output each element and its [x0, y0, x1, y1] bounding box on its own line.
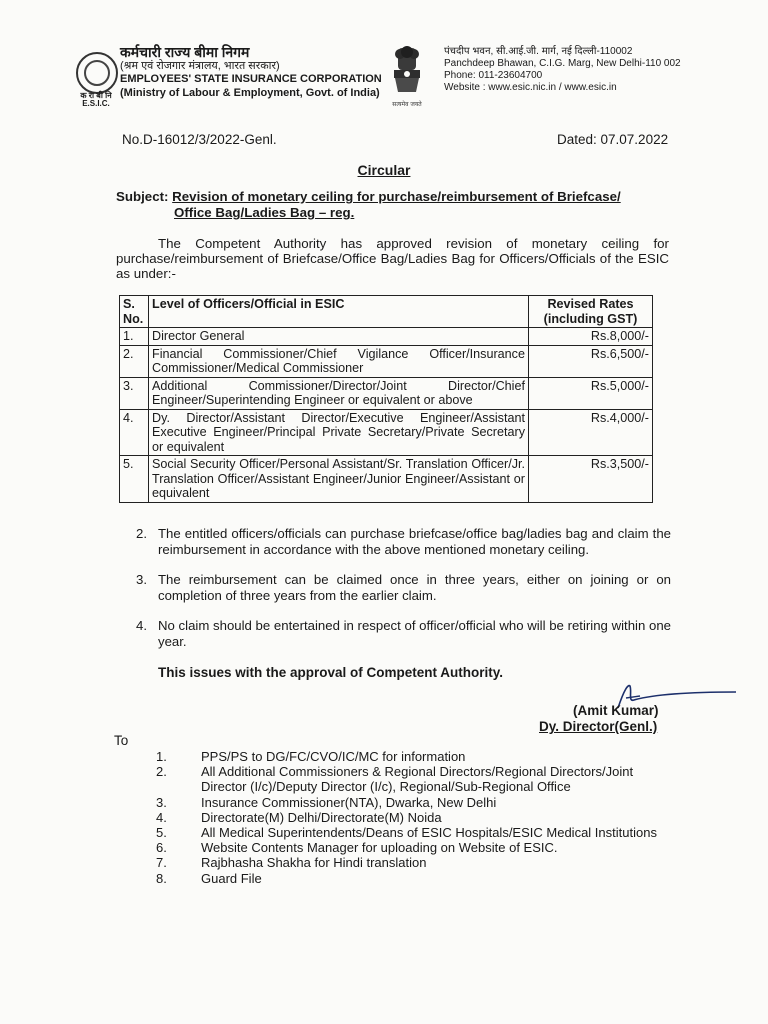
- list-number: 7.: [156, 855, 167, 871]
- rates-table: [119, 295, 653, 503]
- logo-caption-english: E.S.I.C.: [82, 99, 110, 108]
- reference-number: No.D-16012/3/2022-Genl.: [122, 132, 277, 147]
- date: Dated: 07.07.2022: [557, 132, 669, 147]
- website: Website : www.esic.nic.in / www.esic.in: [444, 82, 617, 93]
- row-rate: Rs.6,500/-: [529, 345, 653, 377]
- signatory-name: (Amit Kumar): [573, 703, 659, 718]
- header-sno: S. No.: [120, 296, 149, 328]
- list-text: Guard File: [201, 870, 262, 886]
- paragraph-2: [136, 526, 671, 558]
- table-row: [120, 328, 653, 346]
- list-text: Insurance Commissioner(NTA), Dwarka, New Delhi: [201, 794, 497, 810]
- header-rate: Revised Rates (including GST): [529, 296, 653, 328]
- row-rate: Rs.4,000/-: [529, 409, 653, 456]
- paragraph-text: The reimbursement can be claimed once in three years, either on joining or on completion of three years from the earlier claim.: [158, 572, 671, 603]
- paragraph-number: 3.: [136, 572, 147, 587]
- org-ministry: (Ministry of Labour & Employment, Govt. of India): [120, 86, 380, 99]
- list-text: Rajbhasha Shakha for Hindi translation: [201, 855, 427, 871]
- table-row: [120, 377, 653, 409]
- list-item: [156, 840, 681, 855]
- paragraph-3: [136, 572, 671, 604]
- row-level: Social Security Officer/Personal Assistant/Sr. Translation Officer/Jr. Translation Officer/Assistant Engineer/Junior Engineer/Assistant or equivalent: [149, 456, 529, 503]
- emblem-caption: सत्यमेव जयते: [392, 101, 422, 108]
- row-sno: 1.: [120, 328, 149, 346]
- list-number: 3.: [156, 794, 167, 810]
- list-item: [156, 825, 681, 840]
- list-text: Directorate(M) Delhi/Directorate(M) Noida: [201, 809, 442, 825]
- row-level: Financial Commissioner/Chief Vigilance Officer/Insurance Commissioner/Medical Commissioner: [149, 345, 529, 377]
- national-emblem-icon: [386, 44, 428, 114]
- row-level: Dy. Director/Assistant Director/Executive Engineer/Assistant Executive Engineer/Principal Private Secretary/Private Secretary or equivalent: [149, 409, 529, 456]
- circular-title: Circular: [357, 162, 411, 178]
- list-number: 2.: [156, 764, 167, 780]
- list-number: 6.: [156, 840, 167, 856]
- list-number: 5.: [156, 825, 167, 841]
- paragraph-4: [136, 618, 671, 650]
- list-item: [156, 810, 681, 825]
- row-rate: Rs.8,000/-: [529, 328, 653, 346]
- to-label: To: [114, 733, 129, 748]
- org-hindi-ministry: (श्रम एवं रोजगार मंत्रालय, भारत सरकार): [120, 59, 280, 72]
- list-text: Website Contents Manager for uploading on Website of ESIC.: [201, 840, 558, 856]
- logo-caption-hindi: क रा बी नि: [80, 91, 112, 100]
- list-text: PPS/PS to DG/FC/CVO/IC/MC for information: [201, 749, 466, 764]
- list-text: All Additional Commissioners & Regional Directors/Regional Directors/Joint Director (I/c)/Deputy Director (I/c), Regional/Sub-Regional Office: [201, 764, 634, 795]
- paragraph-text: The entitled officers/officials can purchase briefcase/office bag/ladies bag and claim the reimbursement in accordance with the above mentioned monetary ceiling.: [158, 526, 671, 557]
- list-item: [156, 764, 681, 794]
- row-level: Director General: [149, 328, 529, 346]
- row-rate: Rs.3,500/-: [529, 456, 653, 503]
- distribution-list: [156, 749, 681, 886]
- esic-logo: [76, 52, 118, 94]
- signatory-designation: Dy. Director(Genl.): [539, 719, 658, 734]
- row-sno: 5.: [120, 456, 149, 503]
- paragraph-number: 2.: [136, 526, 147, 541]
- list-number: 1.: [156, 749, 167, 764]
- list-item: [156, 855, 681, 870]
- address-hindi: पंचदीप भवन, सी.आई.जी. मार्ग, नई दिल्ली-110002: [444, 46, 633, 57]
- table-row: [120, 409, 653, 456]
- address-block: [444, 46, 681, 94]
- org-block: [120, 46, 382, 100]
- subject-line-1: Revision of monetary ceiling for purchase/reimbursement of Briefcase/: [172, 189, 621, 204]
- subject: [116, 189, 676, 221]
- org-hindi-name: कर्मचारी राज्य बीमा निगम: [120, 44, 250, 60]
- row-sno: 2.: [120, 345, 149, 377]
- subject-line-2: Office Bag/Ladies Bag – reg.: [174, 205, 355, 220]
- list-text: All Medical Superintendents/Deans of ESIC Hospitals/ESIC Medical Institutions: [201, 825, 657, 841]
- paragraph-text: No claim should be entertained in respect of officer/official who will be retiring within one year.: [158, 618, 671, 649]
- list-number: 8.: [156, 870, 167, 886]
- approval-line: This issues with the approval of Competent Authority.: [158, 665, 504, 680]
- table-row: [120, 345, 653, 377]
- list-item: [156, 749, 681, 764]
- row-sno: 3.: [120, 377, 149, 409]
- list-item: [156, 795, 681, 810]
- subject-label: Subject:: [116, 189, 169, 204]
- paragraph-number: 4.: [136, 618, 147, 633]
- row-rate: Rs.5,000/-: [529, 377, 653, 409]
- intro-paragraph: The Competent Authority has approved revision of monetary ceiling for purchase/reimbursement of Briefcase/Office Bag/Ladies Bag for Officers/Officials of the ESIC as under:-: [116, 236, 669, 281]
- table-row: [120, 456, 653, 503]
- row-sno: 4.: [120, 409, 149, 456]
- list-number: 4.: [156, 809, 167, 825]
- header-level: Level of Officers/Official in ESIC: [149, 296, 529, 328]
- phone: Phone: 011-23604700: [444, 70, 543, 81]
- org-english-name: EMPLOYEES' STATE INSURANCE CORPORATION: [120, 73, 382, 85]
- logo-caption: [72, 92, 120, 108]
- list-item: [156, 871, 681, 886]
- address-english: Panchdeep Bhawan, C.I.G. Marg, New Delhi-110 002: [444, 58, 681, 69]
- table-header-row: [120, 296, 653, 328]
- row-level: Additional Commissioner/Director/Joint Director/Chief Engineer/Superintending Engineer or equivalent or above: [149, 377, 529, 409]
